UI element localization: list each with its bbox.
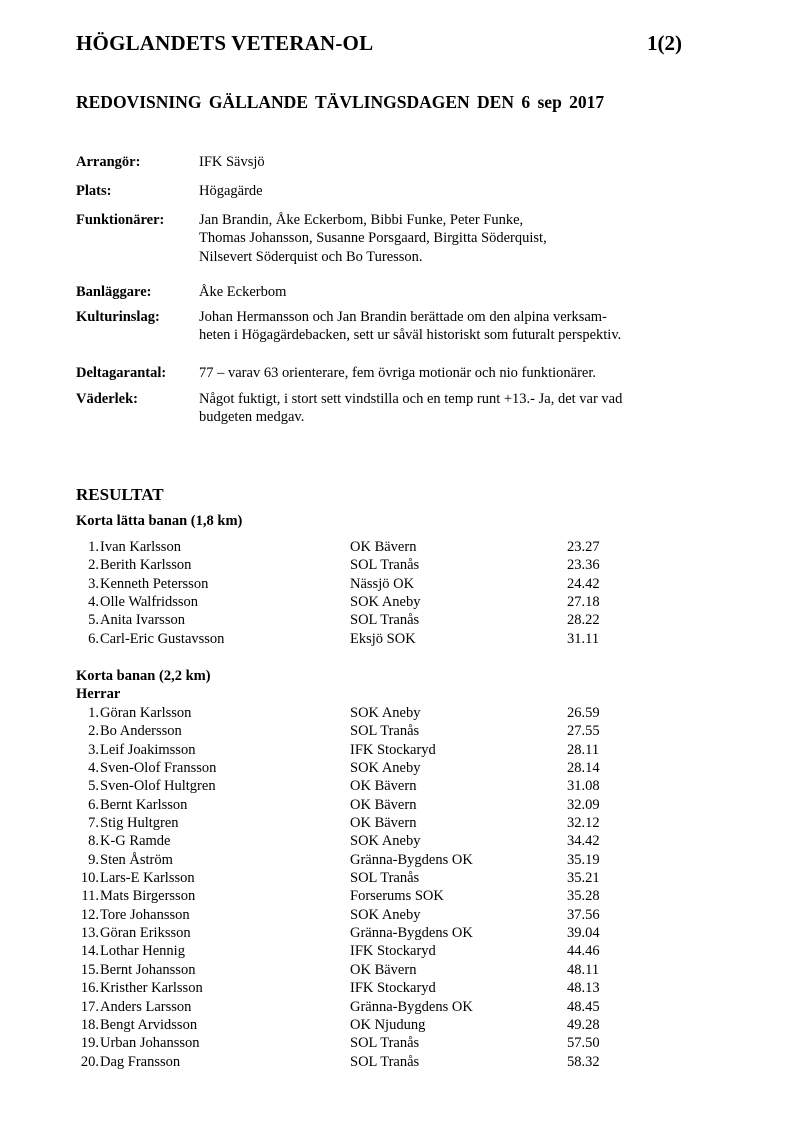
table-row: [76, 759, 636, 777]
table-row: [76, 556, 636, 574]
club-name: SOK Aneby: [350, 594, 421, 611]
info-line: Åke Eckerbom: [199, 284, 287, 300]
club-name: SOL Tranås: [350, 870, 420, 887]
table-row: [76, 1053, 636, 1071]
results-table-short: [76, 704, 636, 1071]
club-name: OK Bävern: [350, 815, 417, 832]
placing: 18.: [80, 1016, 99, 1033]
table-row: [76, 796, 636, 814]
runner-name: Mats Birgersson: [100, 888, 196, 905]
runner-name: Ivan Karlsson: [100, 539, 181, 555]
placing: 10.: [80, 870, 99, 887]
report-subtitle: REDOVISNING GÄLLANDE TÄVLINGSDAGEN DEN 6 sep 2017: [76, 92, 605, 112]
table-row: [76, 832, 636, 850]
table-row: [76, 979, 636, 997]
runner-name: Bernt Johansson: [100, 961, 196, 978]
runner-name: Sven-Olof Hultgren: [100, 778, 216, 795]
info-label: Plats:: [76, 183, 112, 199]
runner-name: Bengt Arvidsson: [100, 1016, 198, 1033]
club-name: OK Bävern: [350, 961, 417, 978]
placing: 7.: [88, 815, 99, 832]
club-name: IFK Stockaryd: [350, 943, 436, 960]
finish-time: 28.14: [567, 760, 600, 777]
finish-time: 28.11: [567, 741, 600, 758]
info-value: [199, 283, 689, 301]
runner-name: Kristher Karlsson: [100, 980, 203, 997]
finish-time: 35.28: [567, 888, 600, 905]
placing: 14.: [80, 943, 99, 960]
finish-time: 32.12: [567, 815, 600, 832]
table-row: [76, 741, 636, 759]
placing: 19.: [80, 1035, 99, 1052]
placing: 17.: [80, 998, 99, 1015]
club-name: Gränna-Bygdens OK: [350, 998, 473, 1015]
finish-time: 32.09: [567, 796, 600, 813]
club-name: SOL Tranås: [350, 612, 420, 629]
finish-time: 24.42: [567, 575, 600, 592]
info-label: Deltagarantal:: [76, 365, 167, 381]
runner-name: Berith Karlsson: [100, 557, 192, 574]
club-name: Eksjö SOK: [350, 630, 416, 647]
runner-name: Anita Ivarsson: [100, 612, 185, 629]
info-label: Kulturinslag:: [76, 309, 160, 325]
runner-name: Göran Eriksson: [100, 925, 191, 942]
info-value: [199, 211, 689, 266]
placing: 4.: [88, 760, 99, 777]
finish-time: 27.18: [567, 594, 600, 611]
table-row: [76, 593, 636, 611]
finish-time: 44.46: [567, 943, 600, 960]
runner-name: Lars-E Karlsson: [100, 870, 195, 887]
info-value: [199, 182, 689, 200]
table-row: [76, 869, 636, 887]
table-row: [76, 1016, 636, 1034]
finish-time: 23.27: [567, 539, 600, 555]
info-label: Arrangör:: [76, 154, 141, 170]
info-line: budgeten medgav.: [199, 409, 305, 426]
section-title: Korta lätta banan (1,8 km): [76, 513, 243, 529]
placing: 20.: [80, 1053, 99, 1070]
document-title: HÖGLANDETS VETERAN-OL: [76, 31, 374, 55]
info-line: Högagärde: [199, 183, 263, 199]
runner-name: Anders Larsson: [100, 998, 192, 1015]
results-table-short-easy: [76, 538, 636, 648]
table-row: [76, 814, 636, 832]
table-row: [76, 575, 636, 593]
placing: 5.: [88, 778, 99, 795]
placing: 3.: [88, 575, 99, 592]
placing: 8.: [88, 833, 99, 850]
placing: 6.: [88, 796, 99, 813]
club-name: IFK Stockaryd: [350, 741, 436, 758]
runner-name: Bo Andersson: [100, 723, 182, 740]
table-row: [76, 998, 636, 1016]
finish-time: 48.11: [567, 961, 600, 978]
table-row: [76, 630, 636, 648]
placing: 12.: [80, 906, 99, 923]
runner-name: Carl-Eric Gustavsson: [100, 630, 225, 647]
placing: 1.: [88, 705, 99, 721]
finish-time: 48.13: [567, 980, 600, 997]
club-name: Forserums SOK: [350, 888, 444, 905]
club-name: SOL Tranås: [350, 723, 420, 740]
table-row: [76, 942, 636, 960]
table-row: [76, 851, 636, 869]
info-label: Banläggare:: [76, 284, 152, 300]
club-name: SOL Tranås: [350, 1035, 420, 1052]
club-name: OK Bävern: [350, 796, 417, 813]
info-line: heten i Högagärdebacken, sett ur såväl historiskt som futuralt perspektiv.: [199, 327, 622, 344]
runner-name: Sten Åström: [100, 851, 173, 868]
runner-name: Olle Walfridsson: [100, 594, 199, 611]
table-row: [76, 722, 636, 740]
info-line: Nilsevert Söderquist och Bo Turesson.: [199, 248, 423, 265]
table-row: [76, 611, 636, 629]
section-title: Korta banan (2,2 km): [76, 668, 211, 684]
info-line: IFK Sävsjö: [199, 154, 265, 170]
table-row: [76, 538, 636, 556]
finish-time: 35.21: [567, 870, 600, 887]
club-name: SOK Aneby: [350, 906, 421, 923]
finish-time: 31.08: [567, 778, 600, 795]
info-label: Väderlek:: [76, 391, 139, 407]
placing: 1.: [88, 539, 99, 555]
table-row: [76, 924, 636, 942]
runner-name: Sven-Olof Fransson: [100, 760, 217, 777]
club-name: SOK Aneby: [350, 760, 421, 777]
club-name: IFK Stockaryd: [350, 980, 436, 997]
placing: 9.: [88, 851, 99, 868]
finish-time: 58.32: [567, 1053, 600, 1070]
info-line: Thomas Johansson, Susanne Porsgaard, Birgitta Söderquist,: [199, 230, 547, 247]
runner-name: Lothar Hennig: [100, 943, 185, 960]
placing: 2.: [88, 723, 99, 740]
club-name: SOL Tranås: [350, 1053, 420, 1070]
finish-time: 37.56: [567, 906, 600, 923]
runner-name: Bernt Karlsson: [100, 796, 188, 813]
club-name: Gränna-Bygdens OK: [350, 925, 473, 942]
runner-name: Dag Fransson: [100, 1053, 181, 1070]
placing: 2.: [88, 557, 99, 574]
table-row: [76, 777, 636, 795]
info-value: [199, 308, 689, 345]
info-line: Johan Hermansson och Jan Brandin berättade om den alpina verksam-: [199, 309, 607, 325]
runner-name: Urban Johansson: [100, 1035, 200, 1052]
finish-time: 57.50: [567, 1035, 600, 1052]
placing: 15.: [80, 961, 99, 978]
placing: 3.: [88, 741, 99, 758]
info-line: Jan Brandin, Åke Eckerbom, Bibbi Funke, Peter Funke,: [199, 212, 524, 228]
finish-time: 26.59: [567, 705, 600, 721]
finish-time: 23.36: [567, 557, 600, 574]
results-heading: RESULTAT: [76, 485, 164, 504]
runner-name: K-G Ramde: [100, 833, 171, 850]
info-label: Funktionärer:: [76, 212, 165, 228]
info-line: 77 – varav 63 orienterare, fem övriga motionär och nio funktionärer.: [199, 365, 597, 381]
runner-name: Stig Hultgren: [100, 815, 179, 832]
placing: 16.: [80, 980, 99, 997]
table-row: [76, 704, 636, 722]
finish-time: 39.04: [567, 925, 600, 942]
placing: 13.: [80, 925, 99, 942]
table-row: [76, 961, 636, 979]
club-name: Gränna-Bygdens OK: [350, 851, 473, 868]
info-value: [199, 153, 689, 171]
club-name: OK Bävern: [350, 539, 417, 555]
club-name: SOK Aneby: [350, 705, 421, 721]
table-row: [76, 906, 636, 924]
finish-time: 31.11: [567, 630, 600, 647]
finish-time: 27.55: [567, 723, 600, 740]
finish-time: 28.22: [567, 612, 600, 629]
runner-name: Göran Karlsson: [100, 705, 192, 721]
placing: 11.: [81, 888, 99, 905]
table-row: [76, 1034, 636, 1052]
club-name: SOL Tranås: [350, 557, 420, 574]
placing: 6.: [88, 630, 99, 647]
club-name: OK Bävern: [350, 778, 417, 795]
club-name: SOK Aneby: [350, 833, 421, 850]
placing: 5.: [88, 612, 99, 629]
info-line: Något fuktigt, i stort sett vindstilla och en temp runt +13.- Ja, det var vad: [199, 391, 623, 407]
runner-name: Tore Johansson: [100, 906, 190, 923]
finish-time: 34.42: [567, 833, 600, 850]
table-row: [76, 887, 636, 905]
finish-time: 48.45: [567, 998, 600, 1015]
placing: 4.: [88, 594, 99, 611]
club-name: Nässjö OK: [350, 575, 415, 592]
info-value: [199, 364, 689, 382]
finish-time: 49.28: [567, 1016, 600, 1033]
section-subtitle: Herrar: [76, 686, 121, 702]
runner-name: Kenneth Petersson: [100, 575, 209, 592]
page-number: 1(2): [647, 31, 682, 55]
runner-name: Leif Joakimsson: [100, 741, 196, 758]
info-value: [199, 390, 689, 427]
finish-time: 35.19: [567, 851, 600, 868]
club-name: OK Njudung: [350, 1016, 426, 1033]
